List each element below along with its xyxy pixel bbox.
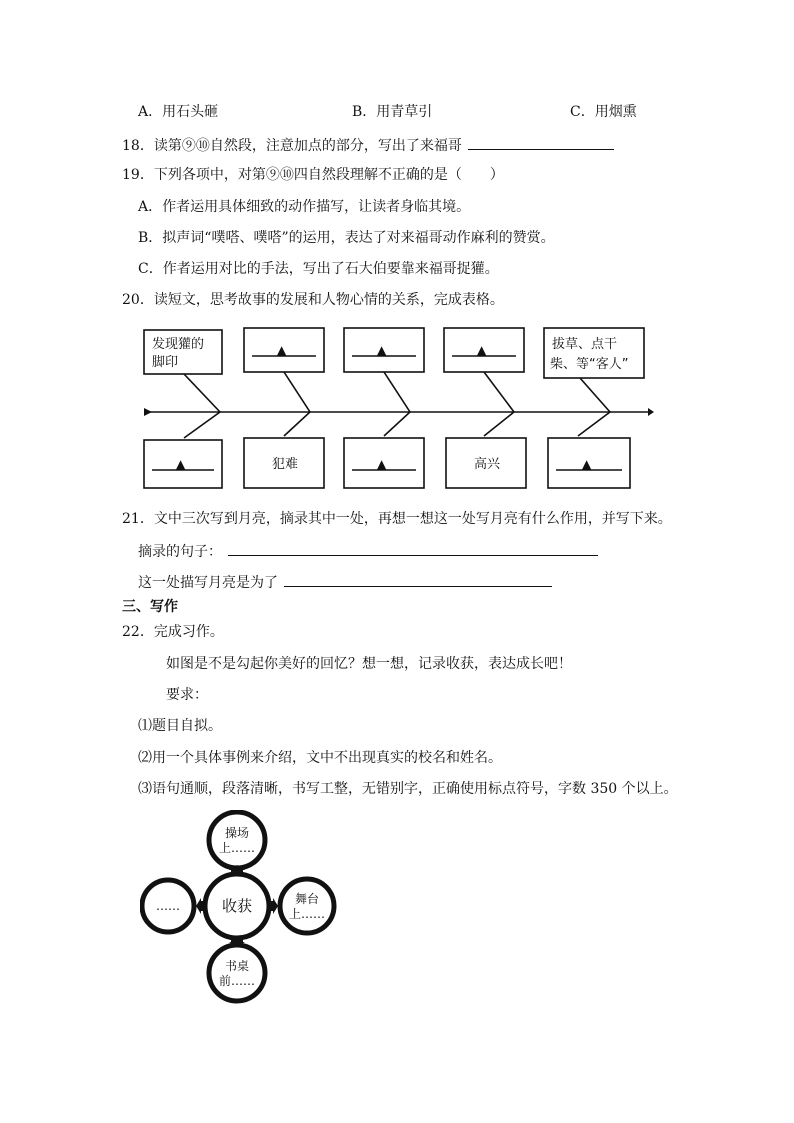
- mindmap-center-label: 收获: [221, 897, 253, 915]
- q22-requirement-3: ⑶语句通顺，段落清晰，书写工整，无错别字，正确使用标点符号，字数 350 个以上。: [138, 781, 678, 797]
- q21-excerpt: [138, 540, 598, 562]
- bone-1: [184, 374, 220, 438]
- q17-option-b: B．用青草引: [352, 104, 433, 120]
- marker-bottom-1: ▲: [176, 457, 186, 471]
- mindmap-top-circle: [209, 812, 265, 868]
- marker-bottom-3: ▲: [377, 457, 387, 471]
- bone-2: [284, 372, 310, 436]
- q19-option-b: B．拟声词“噗嗒、噗嗒”的运用，表达了对来福哥动作麻利的赞赏。: [138, 230, 555, 246]
- q22-requirements-label: 要求：: [166, 687, 208, 703]
- q19-option-a: A．作者运用具体细致的动作描写，让读者身临其境。: [138, 199, 471, 215]
- q20-stem: 20．读短文，思考故事的发展和人物心情的关系，完成表格。: [122, 292, 504, 308]
- q21-excerpt-blank[interactable]: [228, 540, 598, 556]
- marker-bottom-5: ▲: [582, 457, 592, 471]
- top-box-5-line1: 拔草、点干: [552, 337, 618, 352]
- marker-top-2: ▲: [277, 343, 287, 357]
- section-3-heading: 三、写作: [122, 599, 178, 615]
- q21-purpose-label: 这一处描写月亮是为了: [138, 575, 278, 591]
- mindmap-bottom-circle: [209, 945, 265, 1001]
- q18-stem: 18．读第⑨⑩自然段，注意加点的部分，写出了来福哥: [122, 138, 462, 154]
- q18-answer-blank[interactable]: [468, 134, 614, 150]
- mindmap-top-line2: 上……: [218, 841, 256, 855]
- mindmap-bottom-line1: 书桌: [224, 959, 250, 973]
- q22-prompt: 如图是不是勾起你美好的回忆？想一想，记录收获，表达成长吧！: [166, 656, 572, 672]
- q17-option-a: A．用石头砸: [138, 104, 219, 120]
- bottom-box-2-label: 犯难: [272, 457, 299, 472]
- mindmap-bottom-line2: 前……: [218, 974, 256, 988]
- mindmap-right-circle: [280, 879, 334, 933]
- bottom-box-4-label: 高兴: [474, 457, 501, 472]
- mindmap-right-line2: 上……: [288, 907, 326, 921]
- mindmap-top-line1: 操场: [224, 826, 250, 840]
- mindmap-left-label: ……: [156, 899, 180, 913]
- q19-stem: 19．下列各项中，对第⑨⑩四自然段理解不正确的是（ ）: [122, 167, 504, 183]
- q21-purpose: [138, 571, 552, 593]
- bone-4: [484, 372, 514, 436]
- mindmap-right-line1: 舞台: [294, 892, 320, 906]
- q22-stem: 22．完成习作。: [122, 624, 224, 640]
- top-box-5-line2: 柴、等“客人”: [550, 357, 629, 372]
- q22-requirement-2: ⑵用一个具体事例来介绍，文中不出现真实的校名和姓名。: [138, 750, 502, 766]
- q19-option-c: C．作者运用对比的手法，写出了石大伯要靠来福哥捉獾。: [138, 261, 499, 277]
- top-box-1-line1: 发现獾的: [152, 337, 205, 352]
- marker-top-4: ▲: [477, 343, 487, 357]
- marker-top-3: ▲: [377, 343, 387, 357]
- fishbone-diagram: [140, 320, 660, 492]
- arrow-tail: [144, 408, 152, 416]
- q22-requirement-1: ⑴题目自拟。: [138, 718, 222, 734]
- bone-3: [384, 372, 410, 436]
- q21-excerpt-label: 摘录的句子：: [138, 544, 222, 560]
- harvest-mindmap: [140, 810, 340, 1005]
- q17-option-c: C．用烟熏: [570, 104, 637, 120]
- q18-question: [122, 134, 614, 156]
- bone-5: [578, 378, 610, 436]
- q21-stem: 21．文中三次写到月亮，摘录其中一处，再想一想这一处写月亮有什么作用，并写下来。: [122, 511, 672, 527]
- top-box-1-line2: 脚印: [152, 355, 179, 370]
- q21-purpose-blank[interactable]: [284, 571, 552, 587]
- arrow-head: [648, 408, 654, 416]
